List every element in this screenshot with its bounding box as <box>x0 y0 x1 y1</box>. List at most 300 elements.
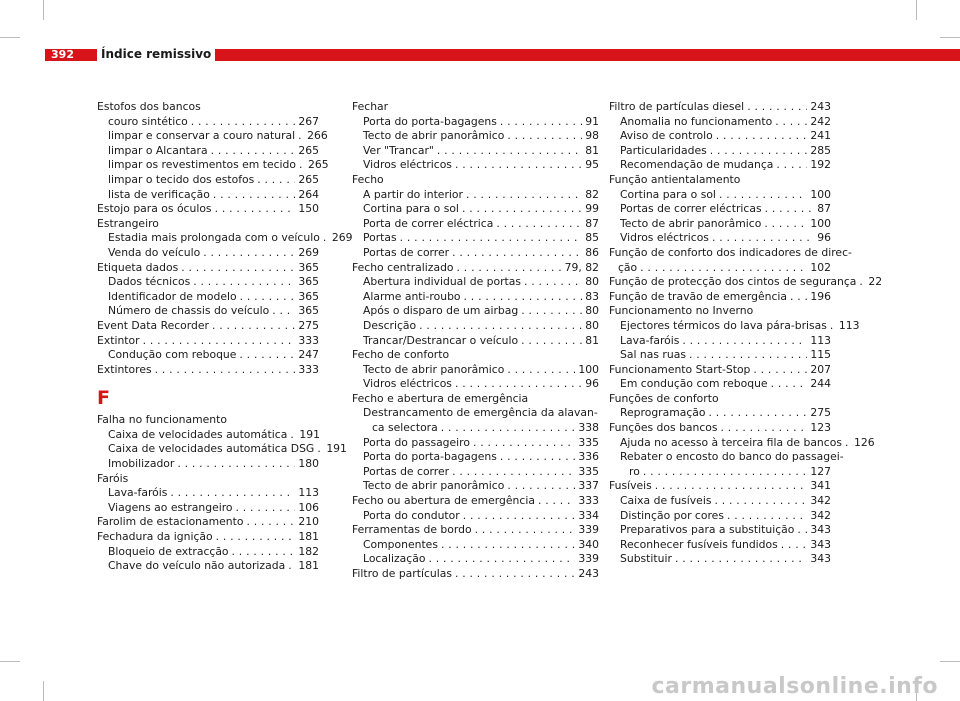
entry-page-ref: 265 <box>298 143 319 157</box>
dot-leader <box>428 552 575 567</box>
entry-page-ref: 335 <box>578 464 599 478</box>
entry-page-ref: 275 <box>810 406 831 420</box>
dot-leader <box>538 494 575 509</box>
dot-leader <box>317 442 323 457</box>
entry-page-ref: 333 <box>298 362 319 376</box>
entry-term: lista de verificação <box>108 187 210 201</box>
entry-page-ref: 113 <box>838 318 860 332</box>
dot-leader <box>143 334 296 349</box>
entry-term: Filtro de partículas diesel <box>609 100 745 113</box>
index-entry <box>352 377 599 392</box>
index-heading: Falha no funcionamento <box>97 413 227 427</box>
index-entry <box>97 515 319 530</box>
index-heading: Função antientalamento <box>609 172 741 186</box>
entry-page-ref: 113 <box>298 486 319 500</box>
entry-page-ref: 123 <box>810 421 831 435</box>
entry-page-ref: 81 <box>585 333 599 347</box>
index-entry <box>609 334 831 349</box>
crop-mark <box>940 661 960 662</box>
index-entry <box>352 246 599 261</box>
dot-leader <box>753 363 807 378</box>
entry-page-ref: 82 <box>585 187 599 201</box>
entry-term: Event Data Recorder <box>97 318 209 332</box>
index-entry <box>352 290 599 305</box>
entry-term: Portas de correr <box>363 245 450 259</box>
dot-leader <box>462 202 582 217</box>
index-entry <box>609 406 831 421</box>
index-entry <box>609 479 831 494</box>
index-entry <box>352 188 599 203</box>
index-entry <box>97 530 319 545</box>
entry-term: limpar e conservar a couro natural <box>108 129 296 143</box>
entry-page-ref: 343 <box>810 537 831 551</box>
dot-leader <box>419 319 582 334</box>
entry-page-ref: 338 <box>578 421 599 435</box>
index-entry <box>97 129 328 144</box>
dot-leader <box>521 304 582 319</box>
entry-term: Etiqueta dados <box>97 260 179 274</box>
entry-page-ref: 95 <box>585 158 599 172</box>
entry-term: Em condução com reboque <box>620 377 768 391</box>
dot-leader <box>682 334 807 349</box>
entry-page-ref: 269 <box>331 231 353 245</box>
entry-page-ref: 150 <box>298 202 319 216</box>
entries-group-f <box>97 413 347 574</box>
dot-leader <box>216 530 296 545</box>
index-entry <box>97 334 319 349</box>
index-entry <box>352 334 599 349</box>
dot-leader <box>640 261 807 276</box>
entry-page-ref: 340 <box>578 537 599 551</box>
index-entry <box>352 363 599 378</box>
entry-term: ção <box>618 260 638 274</box>
entry-page-ref: 243 <box>578 567 599 580</box>
dot-leader <box>457 261 562 276</box>
entry-page-ref: 182 <box>298 544 319 558</box>
entry-page-ref: 342 <box>810 508 831 522</box>
entry-page-ref: 241 <box>810 129 831 143</box>
entry-term: Chave do veículo não autorizada <box>108 559 286 573</box>
entry-term: Farolim de estacionamento <box>97 515 244 529</box>
index-entry <box>97 115 319 130</box>
entry-page-ref: 267 <box>298 114 319 128</box>
dot-leader <box>712 231 814 246</box>
entry-page-ref: 343 <box>810 523 831 537</box>
dot-leader <box>776 158 807 173</box>
entry-term: Portas de correr <box>363 464 450 478</box>
dot-leader <box>727 509 807 524</box>
index-entry <box>609 115 831 130</box>
entry-term: Fecho ou abertura de emergência <box>352 494 535 508</box>
entry-page-ref: 365 <box>298 304 319 318</box>
dot-leader <box>775 115 807 130</box>
entry-page-ref: 80 <box>585 304 599 318</box>
entry-page-ref: 337 <box>578 479 599 493</box>
entry-page-ref: 339 <box>578 523 599 537</box>
entry-term: Extintor <box>97 333 140 347</box>
entry-page-ref: 342 <box>810 494 831 508</box>
index-entry <box>609 290 831 305</box>
dot-leader <box>709 406 808 421</box>
dot-leader <box>716 129 808 144</box>
index-heading: Faróis <box>97 471 129 485</box>
entry-term: Lava-faróis <box>108 486 168 500</box>
entry-term: Bloqueio de extracção <box>108 544 229 558</box>
entry-page-ref: 265 <box>298 172 319 186</box>
entry-term: Porta do condutor <box>363 508 460 522</box>
index-entry <box>609 129 831 144</box>
index-entry <box>352 129 599 144</box>
dot-leader <box>298 129 304 144</box>
dot-leader <box>452 465 575 480</box>
entry-page-ref: 266 <box>307 129 328 143</box>
index-entry <box>352 275 599 290</box>
dot-leader <box>212 319 295 334</box>
entry-page-ref: 247 <box>298 348 319 362</box>
watermark: carmanualsonline.info <box>651 674 938 699</box>
entry-term: Caixa de fusíveis <box>620 494 712 508</box>
entry-page-ref: 192 <box>810 158 831 172</box>
index-entry <box>352 465 599 480</box>
index-entry <box>609 435 875 451</box>
index-entry <box>352 509 599 524</box>
index-entry <box>97 144 319 159</box>
entry-page-ref: 79, 82 <box>564 260 599 274</box>
entry-term: Filtro de partículas <box>352 567 452 580</box>
index-entry <box>609 348 831 363</box>
index-entry <box>97 173 319 188</box>
entry-page-ref: 100 <box>810 187 831 201</box>
index-entry <box>97 319 319 334</box>
index-entry <box>352 261 599 276</box>
index-entry <box>97 428 319 443</box>
entry-page-ref: 180 <box>298 457 319 471</box>
entry-term: Tecto de abrir panorâmico <box>363 362 505 376</box>
dot-leader <box>675 552 807 567</box>
index-entry <box>97 231 353 246</box>
dot-leader <box>524 275 582 290</box>
entry-term: Venda do veículo <box>108 245 201 259</box>
index-entry <box>97 348 319 363</box>
dot-leader <box>155 363 296 378</box>
crop-mark <box>0 661 20 662</box>
index-entry <box>352 304 599 319</box>
index-entry-wrapped: Função de conforto dos indicadores de direc- <box>609 245 852 259</box>
dot-leader <box>181 261 295 276</box>
index-entry <box>609 318 860 334</box>
entry-term: Reconhecer fusíveis fundidos <box>620 537 778 551</box>
index-heading: Estrangeiro <box>97 216 159 230</box>
entry-term: ca selectora <box>372 421 438 435</box>
entry-term: Particularidades <box>620 143 707 157</box>
index-entry <box>609 377 831 392</box>
entry-page-ref: 341 <box>810 479 831 493</box>
dot-leader <box>771 377 808 392</box>
index-entry <box>352 115 599 130</box>
dot-leader <box>441 421 576 436</box>
crop-mark <box>916 0 917 20</box>
entry-page-ref: 196 <box>810 289 831 303</box>
entry-page-ref: 339 <box>578 552 599 566</box>
dot-leader <box>193 275 295 290</box>
dot-leader <box>299 158 305 173</box>
entry-term: Funções dos bancos <box>609 421 718 435</box>
entry-page-ref: 96 <box>585 377 599 391</box>
index-heading: Estofos dos bancos <box>97 100 201 113</box>
index-entry <box>352 158 599 173</box>
entry-page-ref: 83 <box>585 289 599 303</box>
entry-term: Ver "Trancar" <box>363 143 434 157</box>
entry-page-ref: 333 <box>578 494 599 508</box>
entry-page-ref: 244 <box>810 377 831 391</box>
entry-term: Estojo para os óculos <box>97 202 212 216</box>
entry-term: Extintores <box>97 362 152 376</box>
index-entry <box>97 559 319 574</box>
crop-mark <box>43 0 44 20</box>
entry-page-ref: 126 <box>853 435 875 449</box>
index-entry <box>609 552 831 567</box>
dot-leader <box>790 290 807 305</box>
index-entry <box>609 231 831 246</box>
entry-term: Descrição <box>363 318 417 332</box>
dot-leader <box>466 188 582 203</box>
dot-leader <box>507 129 582 144</box>
entry-page-ref: 106 <box>298 500 319 514</box>
dot-leader <box>441 538 575 553</box>
entry-term: Porta do passageiro <box>363 435 470 449</box>
index-entry <box>97 501 319 516</box>
index-entry <box>609 538 831 553</box>
entry-term: Estadia mais prolongada com o veículo <box>108 231 320 245</box>
entry-term: Sal nas ruas <box>620 348 686 362</box>
entry-term: Alarme anti-roubo <box>363 289 461 303</box>
dot-leader <box>721 421 808 436</box>
entry-term: Aviso de controlo <box>620 129 713 143</box>
page-number: 392 <box>45 49 80 61</box>
dot-leader <box>710 144 808 159</box>
index-entry <box>609 144 831 159</box>
entry-page-ref: 333 <box>298 333 319 347</box>
entry-page-ref: 365 <box>298 275 319 289</box>
entry-page-ref: 181 <box>298 530 319 544</box>
entry-term: Tecto de abrir panorâmico <box>363 479 505 493</box>
entry-term: Função de travão de emergência <box>609 289 788 303</box>
entry-page-ref: 243 <box>810 100 831 113</box>
dot-leader <box>455 377 582 392</box>
index-entry <box>97 442 347 457</box>
entry-term: Preparativos para a substituição <box>620 523 795 537</box>
entry-page-ref: 265 <box>308 158 329 172</box>
index-entry <box>609 217 831 232</box>
entry-term: Função de protecção dos cintos de segurança <box>609 275 857 289</box>
entry-page-ref: 87 <box>585 216 599 230</box>
entry-term: limpar o Alcantara <box>108 143 208 157</box>
index-entry <box>352 479 599 494</box>
entry-term: Condução com reboque <box>108 348 237 362</box>
entry-page-ref: 336 <box>578 450 599 464</box>
entry-term: Abertura individual de portas <box>363 275 522 289</box>
dot-leader <box>246 515 295 530</box>
index-entry <box>97 545 319 560</box>
entry-page-ref: 242 <box>810 114 831 128</box>
index-column-3 <box>609 100 883 567</box>
index-entry <box>352 538 599 553</box>
index-entry <box>352 494 599 509</box>
page-title: Índice remissivo <box>97 46 215 62</box>
dot-leader <box>507 363 575 378</box>
entry-term: Ajuda no acesso à terceira fila de bancos <box>620 435 842 449</box>
index-entry <box>97 246 319 261</box>
dot-leader <box>765 202 815 217</box>
entry-term: Fusíveis <box>609 479 652 493</box>
entry-term: Após o disparo de um airbag <box>363 304 519 318</box>
entry-term: Tecto de abrir panorâmico <box>620 216 762 230</box>
index-entry <box>352 523 599 538</box>
entry-term: Portas <box>363 231 397 245</box>
dot-leader <box>845 436 851 451</box>
index-entry <box>97 486 319 501</box>
index-entry <box>97 363 319 378</box>
dot-leader <box>170 486 295 501</box>
dot-leader <box>239 348 295 363</box>
dot-leader <box>323 231 329 246</box>
dot-leader <box>689 348 807 363</box>
index-entry <box>97 202 319 217</box>
index-entry <box>609 202 831 217</box>
dot-leader <box>830 319 836 334</box>
entry-page-ref: 275 <box>298 318 319 332</box>
dot-leader <box>272 304 295 319</box>
entry-term: Caixa de velocidades automática <box>108 427 288 441</box>
dot-leader <box>475 523 576 538</box>
dot-leader <box>177 457 295 472</box>
index-entry <box>352 567 599 582</box>
entry-term: Funcionamento Start-Stop <box>609 362 751 376</box>
entry-page-ref: 334 <box>578 508 599 522</box>
index-entry <box>97 275 319 290</box>
entry-page-ref: 96 <box>817 231 831 245</box>
index-entry <box>352 552 599 567</box>
entry-page-ref: 98 <box>585 129 599 143</box>
dot-leader <box>215 202 296 217</box>
entry-term: Identificador de modelo <box>108 289 237 303</box>
dot-leader <box>290 428 296 443</box>
entry-term: Porta do porta-bagagens <box>363 450 497 464</box>
index-entry <box>609 421 831 436</box>
entry-page-ref: 343 <box>810 552 831 566</box>
entry-term: limpar os revestimentos em tecido <box>108 158 297 172</box>
entry-page-ref: 81 <box>585 143 599 157</box>
entry-term: Viagens ao estrangeiro <box>108 500 233 514</box>
dot-leader <box>240 290 296 305</box>
entry-page-ref: 365 <box>298 260 319 274</box>
entry-term: Vidros eléctricos <box>620 231 709 245</box>
entry-page-ref: 91 <box>585 114 599 128</box>
entry-page-ref: 86 <box>585 245 599 259</box>
dot-leader <box>191 115 296 130</box>
index-heading: Fecho de conforto <box>352 348 450 362</box>
entry-page-ref: 285 <box>810 143 831 157</box>
index-entry <box>97 188 319 203</box>
entry-term: Caixa de velocidades automática DSG <box>108 442 315 456</box>
index-heading: Funcionamento no Inverno <box>609 304 754 318</box>
index-entry <box>352 421 599 436</box>
index-entry <box>352 217 599 232</box>
entry-page-ref: 365 <box>298 289 319 303</box>
index-heading: Fecho e abertura de emergência <box>352 391 529 405</box>
dot-leader <box>507 479 575 494</box>
entries-group-e <box>97 100 353 377</box>
index-entry <box>352 450 599 465</box>
index-entry <box>609 275 883 290</box>
dot-leader <box>213 188 296 203</box>
index-entry <box>609 100 831 115</box>
index-entry <box>609 261 831 276</box>
entry-page-ref: 87 <box>817 202 831 216</box>
index-entry <box>609 188 831 203</box>
entry-term: Dados técnicos <box>108 275 191 289</box>
dot-leader <box>203 246 295 261</box>
dot-leader <box>257 173 295 188</box>
index-entry <box>609 465 831 480</box>
entry-page-ref: 335 <box>578 435 599 449</box>
entry-term: Fechadura da ignição <box>97 530 213 544</box>
entry-page-ref: 22 <box>868 275 883 289</box>
index-entry <box>352 144 599 159</box>
entry-term: Substituir <box>620 552 672 566</box>
entry-page-ref: 264 <box>298 187 319 201</box>
entry-page-ref: 100 <box>810 216 831 230</box>
index-entry <box>97 457 319 472</box>
entry-page-ref: 113 <box>810 333 831 347</box>
entry-term: Trancar/Destrancar o veículo <box>363 333 519 347</box>
index-entry-wrapped: Destrancamento de emergência da alavan- <box>363 406 598 420</box>
entry-term: Recomendação de mudança <box>620 158 774 172</box>
dot-leader <box>500 115 582 130</box>
section-letter: F <box>97 387 110 410</box>
entry-term: Lava-faróis <box>620 333 680 347</box>
entry-page-ref: 191 <box>299 427 320 441</box>
entry-term: Cortina para o sol <box>620 187 716 201</box>
index-entry <box>609 494 831 509</box>
entry-page-ref: 85 <box>585 231 599 245</box>
dot-leader <box>463 509 576 524</box>
entry-term: Porta do porta-bagagens <box>363 114 497 128</box>
index-column-2 <box>352 100 599 582</box>
entry-term: Vidros eléctricos <box>363 158 452 172</box>
entry-term: Fecho centralizado <box>352 260 454 274</box>
entry-page-ref: 269 <box>298 245 319 259</box>
dot-leader <box>455 567 575 582</box>
entry-page-ref: 127 <box>810 464 831 478</box>
index-heading: Fechar <box>352 100 389 113</box>
dot-leader <box>400 231 583 246</box>
index-entry <box>609 158 831 173</box>
dot-leader <box>452 246 582 261</box>
entry-term: limpar o tecido dos estofos <box>108 172 255 186</box>
index-entry <box>352 319 599 334</box>
dot-leader <box>473 436 575 451</box>
index-entry <box>352 202 599 217</box>
dot-leader <box>714 494 807 509</box>
index-entry <box>609 363 831 378</box>
index-entry <box>97 261 319 276</box>
entry-page-ref: 80 <box>585 318 599 332</box>
entry-page-ref: 102 <box>810 260 831 274</box>
dot-leader <box>455 158 582 173</box>
dot-leader <box>643 465 808 480</box>
crop-mark <box>940 37 960 38</box>
